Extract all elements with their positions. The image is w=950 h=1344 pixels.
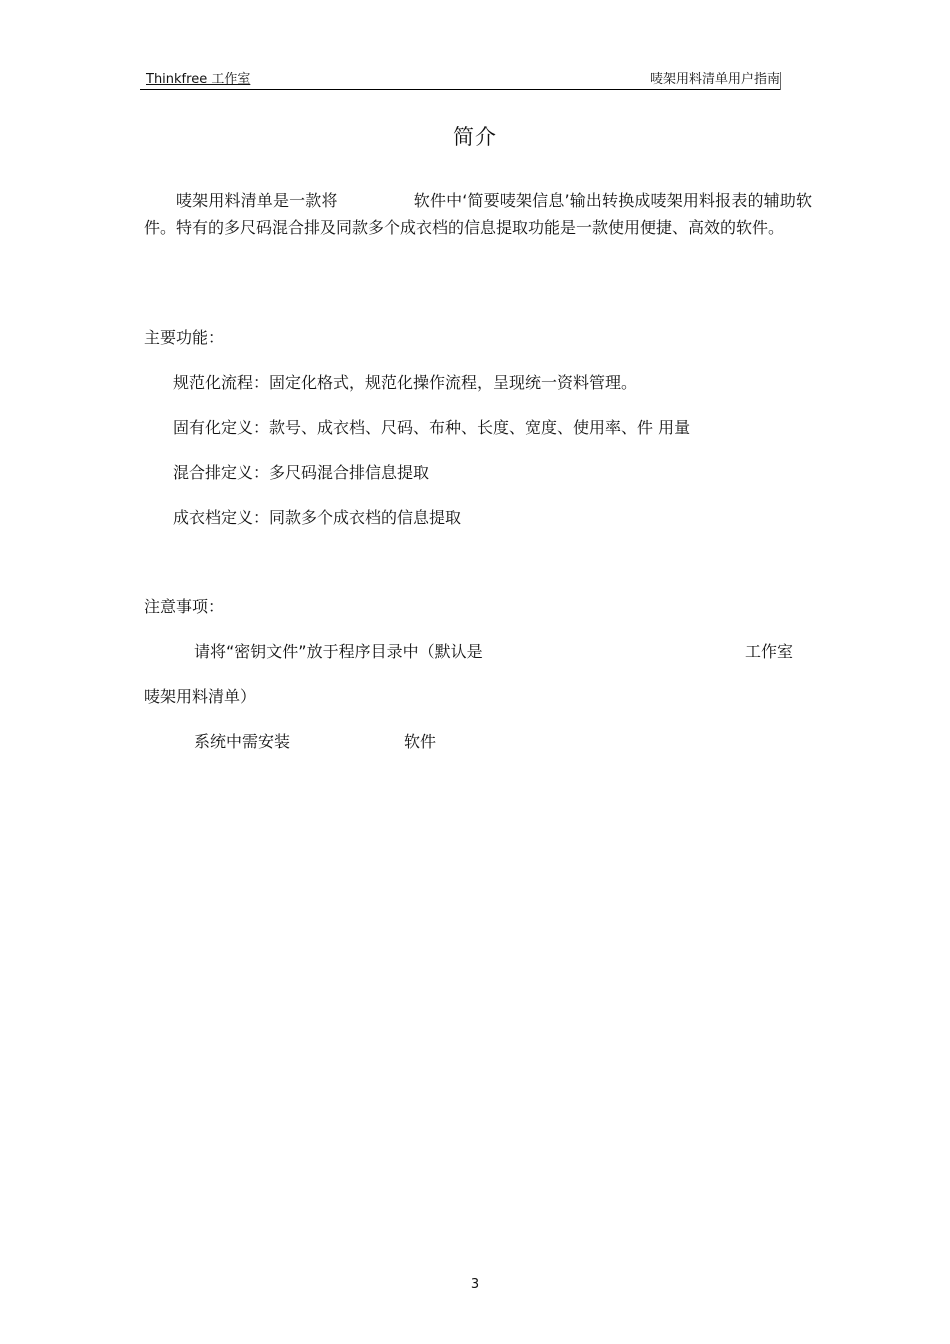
page-number: 3	[470, 1277, 480, 1292]
intro-text-part1: 唛架用料清单是一款将	[176, 191, 338, 210]
header-rule	[140, 89, 781, 90]
note-line-2: 唛架用料清单）	[144, 687, 257, 706]
intro-text-part2: 软件中‘简要唛架信息’输出转换成唛架用料报表的辅助软件。特有的多尺码混合排及同款多个成衣档的信息提取功能是一款使用便捷、高效的软件。	[144, 191, 812, 237]
note-line-3-end: 软件	[404, 732, 437, 751]
feature-item: 混合排定义：多尺码混合排信息提取	[173, 463, 430, 482]
header-margin-mark	[780, 72, 781, 90]
header-right-text: 唛架用料清单用户指南	[649, 72, 780, 87]
page-title: 简介	[453, 125, 497, 149]
feature-item: 固有化定义：款号、成衣档、尺码、布种、长度、宽度、使用率、件 用量	[173, 418, 691, 437]
note-line-3-start: 系统中需安装	[194, 732, 291, 751]
notes-heading: 注意事项：	[144, 597, 225, 616]
intro-paragraph	[144, 188, 812, 241]
feature-item: 成衣档定义：同款多个成衣档的信息提取	[173, 508, 462, 527]
note-line-1-end: 工作室	[745, 642, 794, 661]
note-line-1-start: 请将“密钥文件”放于程序目录中（默认是	[194, 642, 483, 661]
feature-item: 规范化流程：固定化格式，规范化操作流程，呈现统一资料管理。	[173, 373, 638, 392]
features-heading: 主要功能：	[144, 328, 225, 347]
header-left-text: Thinkfree 工作室	[146, 72, 251, 87]
